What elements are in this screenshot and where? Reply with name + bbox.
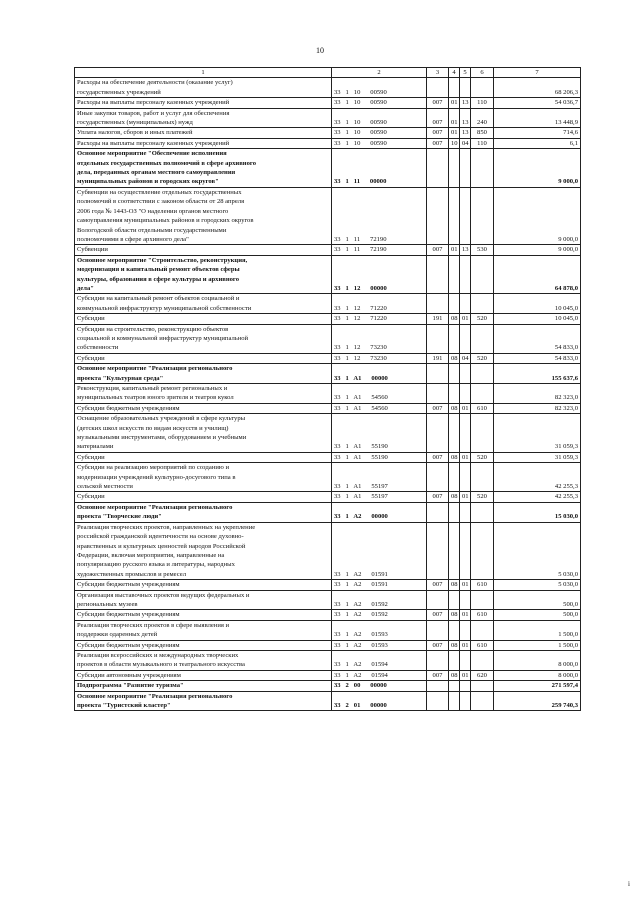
table-row xyxy=(75,138,581,148)
table-row xyxy=(75,650,581,670)
row-grbs: 191 xyxy=(427,314,449,324)
row-section xyxy=(449,78,460,98)
row-grbs: 007 xyxy=(427,610,449,620)
row-subsection xyxy=(460,650,471,670)
row-subsection: 04 xyxy=(460,138,471,148)
row-program-code: 33 1 10 00590 xyxy=(332,98,427,108)
row-amount: 9 000,0 xyxy=(494,149,581,188)
row-subsection xyxy=(460,187,471,244)
row-amount: 8 000,0 xyxy=(494,670,581,680)
row-amount: 8 000,0 xyxy=(494,650,581,670)
table-row xyxy=(75,580,581,590)
row-name: Расходы на выплаты персоналу казенных учреждений xyxy=(75,98,332,108)
row-amount: 82 323,0 xyxy=(494,403,581,413)
page-number: 10 xyxy=(316,46,324,55)
column-header-subsection: 5 xyxy=(460,68,471,78)
row-name: Реализация творческих проектов, направленных на укрепление российской гражданской идентичности на основе духовно- нравственных и культурных ценностей народов Российской Федерации, включая мероприятия, направленные на популяризацию русского языка и литературы, народных художественных промыслов и ремесел xyxy=(75,522,332,579)
row-grbs xyxy=(427,384,449,404)
row-program-code: 33 1 10 00590 xyxy=(332,78,427,98)
row-expense-type xyxy=(471,590,494,610)
row-expense-type: 610 xyxy=(471,580,494,590)
row-subsection: 04 xyxy=(460,353,471,363)
row-grbs xyxy=(427,149,449,188)
row-name: Субсидии автономным учреждениям xyxy=(75,670,332,680)
table-row xyxy=(75,128,581,138)
row-grbs xyxy=(427,78,449,98)
row-section xyxy=(449,590,460,610)
table-row xyxy=(75,255,581,294)
row-subsection xyxy=(460,463,471,492)
row-name: Субсидии xyxy=(75,353,332,363)
row-subsection xyxy=(460,681,471,691)
row-name: Субсидии на строительство, реконструкцию объектов социальной и коммунальной инфраструктур муниципальной собственности xyxy=(75,324,332,353)
row-program-code: 33 1 A2 01591 xyxy=(332,522,427,579)
row-name: Основное мероприятие "Обеспечение исполнения отдельных государственных полномочий в сфере архивного дела, переданных органам местного самоуправления муниципальных районов и городских округов" xyxy=(75,149,332,188)
row-grbs: 007 xyxy=(427,670,449,680)
row-grbs: 007 xyxy=(427,245,449,255)
row-subsection: 01 xyxy=(460,492,471,502)
table-row xyxy=(75,463,581,492)
row-section: 08 xyxy=(449,580,460,590)
row-subsection xyxy=(460,691,471,711)
table-row xyxy=(75,610,581,620)
row-section xyxy=(449,502,460,522)
row-expense-type xyxy=(471,502,494,522)
row-expense-type xyxy=(471,691,494,711)
row-amount: 15 030,0 xyxy=(494,502,581,522)
row-name: Субсидии бюджетным учреждениям xyxy=(75,640,332,650)
table-row xyxy=(75,492,581,502)
row-expense-type: 520 xyxy=(471,353,494,363)
row-name: Субсидии бюджетным учреждениям xyxy=(75,403,332,413)
column-header-code: 2 xyxy=(332,68,427,78)
row-amount: 1 500,0 xyxy=(494,620,581,640)
table-row xyxy=(75,98,581,108)
row-section: 01 xyxy=(449,108,460,128)
row-grbs: 007 xyxy=(427,98,449,108)
row-section: 08 xyxy=(449,314,460,324)
row-program-code: 33 1 12 00000 xyxy=(332,255,427,294)
row-subsection: 01 xyxy=(460,314,471,324)
table-body xyxy=(75,78,581,711)
row-expense-type xyxy=(471,149,494,188)
row-section xyxy=(449,522,460,579)
row-expense-type: 530 xyxy=(471,245,494,255)
row-amount: 42 255,3 xyxy=(494,492,581,502)
row-section xyxy=(449,384,460,404)
row-section xyxy=(449,255,460,294)
row-grbs xyxy=(427,681,449,691)
row-amount: 82 323,0 xyxy=(494,384,581,404)
row-section xyxy=(449,620,460,640)
row-expense-type xyxy=(471,187,494,244)
row-grbs xyxy=(427,522,449,579)
row-subsection: 01 xyxy=(460,670,471,680)
row-name: Субсидии xyxy=(75,314,332,324)
row-name: Уплата налогов, сборов и иных платежей xyxy=(75,128,332,138)
row-amount: 31 059,3 xyxy=(494,452,581,462)
row-section: 01 xyxy=(449,245,460,255)
row-section: 08 xyxy=(449,670,460,680)
row-expense-type: 610 xyxy=(471,610,494,620)
row-section xyxy=(449,324,460,353)
row-program-code: 33 1 11 00000 xyxy=(332,149,427,188)
row-expense-type: 520 xyxy=(471,452,494,462)
row-section: 08 xyxy=(449,353,460,363)
row-program-code: 33 1 A1 55190 xyxy=(332,414,427,453)
column-header-name: 1 xyxy=(75,68,332,78)
row-program-code: 33 1 A2 01594 xyxy=(332,650,427,670)
row-program-code: 33 1 A2 00000 xyxy=(332,502,427,522)
row-program-code: 33 1 A2 01592 xyxy=(332,610,427,620)
row-name: Иные закупки товаров, работ и услуг для обеспечения государственных (муниципальных) нужд xyxy=(75,108,332,128)
row-amount: 271 597,4 xyxy=(494,681,581,691)
table-header-row xyxy=(75,68,581,78)
row-expense-type xyxy=(471,384,494,404)
row-section xyxy=(449,681,460,691)
row-grbs xyxy=(427,324,449,353)
row-section: 08 xyxy=(449,452,460,462)
row-name: Организация выставочных проектов ведущих федеральных и региональных музеев xyxy=(75,590,332,610)
row-section xyxy=(449,650,460,670)
table-row xyxy=(75,353,581,363)
row-expense-type xyxy=(471,620,494,640)
row-program-code: 33 1 A2 01593 xyxy=(332,620,427,640)
table-row xyxy=(75,590,581,610)
row-expense-type xyxy=(471,255,494,294)
row-amount: 259 740,3 xyxy=(494,691,581,711)
table-row xyxy=(75,314,581,324)
row-expense-type: 850 xyxy=(471,128,494,138)
table-row xyxy=(75,522,581,579)
row-section xyxy=(449,414,460,453)
budget-table xyxy=(74,67,581,711)
row-subsection: 13 xyxy=(460,98,471,108)
table-row xyxy=(75,149,581,188)
row-grbs xyxy=(427,463,449,492)
row-grbs xyxy=(427,364,449,384)
row-program-code: 33 1 10 00590 xyxy=(332,138,427,148)
row-subsection xyxy=(460,522,471,579)
row-section: 10 xyxy=(449,138,460,148)
table-row xyxy=(75,670,581,680)
row-grbs xyxy=(427,620,449,640)
row-amount: 9 000,0 xyxy=(494,187,581,244)
row-subsection xyxy=(460,384,471,404)
row-program-code: 33 2 00 00000 xyxy=(332,681,427,691)
table-row xyxy=(75,640,581,650)
row-name: Реконструкция, капитальный ремонт региональных и муниципальных театров юного зрителя и театров кукол xyxy=(75,384,332,404)
row-grbs: 007 xyxy=(427,108,449,128)
row-grbs: 007 xyxy=(427,640,449,650)
row-subsection: 13 xyxy=(460,245,471,255)
row-amount: 68 206,3 xyxy=(494,78,581,98)
row-name: Основное мероприятие "Реализация регионального проекта "Туристский кластер" xyxy=(75,691,332,711)
row-section xyxy=(449,294,460,314)
row-amount: 6,1 xyxy=(494,138,581,148)
row-amount: 714,6 xyxy=(494,128,581,138)
column-header-grbs: 3 xyxy=(427,68,449,78)
row-grbs: 007 xyxy=(427,138,449,148)
row-grbs xyxy=(427,255,449,294)
row-section: 08 xyxy=(449,492,460,502)
table-row xyxy=(75,245,581,255)
row-program-code: 33 1 11 72190 xyxy=(332,245,427,255)
row-grbs xyxy=(427,691,449,711)
row-subsection xyxy=(460,620,471,640)
row-amount: 5 030,0 xyxy=(494,580,581,590)
row-expense-type xyxy=(471,294,494,314)
row-section xyxy=(449,149,460,188)
row-program-code: 33 1 12 73230 xyxy=(332,353,427,363)
row-name: Субсидии xyxy=(75,452,332,462)
row-section xyxy=(449,463,460,492)
row-amount: 54 036,7 xyxy=(494,98,581,108)
row-amount: 155 637,6 xyxy=(494,364,581,384)
row-subsection: 01 xyxy=(460,610,471,620)
row-program-code: 33 1 12 71220 xyxy=(332,294,427,314)
row-grbs: 007 xyxy=(427,492,449,502)
row-grbs xyxy=(427,414,449,453)
row-expense-type xyxy=(471,414,494,453)
row-section: 08 xyxy=(449,403,460,413)
row-program-code: 33 1 A1 55197 xyxy=(332,463,427,492)
table-row xyxy=(75,681,581,691)
table-row xyxy=(75,364,581,384)
row-expense-type: 240 xyxy=(471,108,494,128)
table-row xyxy=(75,187,581,244)
row-name: Подпрограмма "Развитие туризма" xyxy=(75,681,332,691)
row-expense-type: 610 xyxy=(471,640,494,650)
corner-mark: i xyxy=(628,880,630,888)
row-section: 01 xyxy=(449,128,460,138)
row-expense-type xyxy=(471,78,494,98)
row-section: 01 xyxy=(449,98,460,108)
row-amount: 500,0 xyxy=(494,610,581,620)
row-name: Субвенции на осуществление отдельных государственных полномочий в соответствии с законом области от 28 апреля 2006 года № 1443-ОЗ "О наделении органов местного самоуправления муниципальных районов и городских округов Вологодской области отдельными государственными полномочиями в сфере архивного дела" xyxy=(75,187,332,244)
row-name: Субсидии бюджетным учреждениям xyxy=(75,610,332,620)
row-amount: 54 833,0 xyxy=(494,324,581,353)
row-subsection xyxy=(460,414,471,453)
row-expense-type: 110 xyxy=(471,98,494,108)
row-name: Реализация творческих проектов в сфере выявления и поддержки одаренных детей xyxy=(75,620,332,640)
row-program-code: 33 1 A1 00000 xyxy=(332,364,427,384)
row-amount: 64 878,0 xyxy=(494,255,581,294)
row-grbs: 007 xyxy=(427,580,449,590)
row-grbs: 007 xyxy=(427,403,449,413)
row-program-code: 33 1 12 73230 xyxy=(332,324,427,353)
row-name: Основное мероприятие "Реализация регионального проекта "Творческие люди" xyxy=(75,502,332,522)
row-amount: 9 000,0 xyxy=(494,245,581,255)
table-row xyxy=(75,691,581,711)
row-amount: 5 030,0 xyxy=(494,522,581,579)
row-name: Субсидии xyxy=(75,492,332,502)
row-name: Субсидии на реализацию мероприятий по созданию и модернизации учреждений культурно-досугового типа в сельской местности xyxy=(75,463,332,492)
row-program-code: 33 1 A2 01593 xyxy=(332,640,427,650)
row-name: Субсидии бюджетным учреждениям xyxy=(75,580,332,590)
row-amount: 13 448,9 xyxy=(494,108,581,128)
table-row xyxy=(75,620,581,640)
column-header-amount: 7 xyxy=(494,68,581,78)
table-row xyxy=(75,294,581,314)
row-grbs xyxy=(427,590,449,610)
row-subsection xyxy=(460,502,471,522)
row-amount: 10 045,0 xyxy=(494,314,581,324)
table-row xyxy=(75,414,581,453)
row-subsection xyxy=(460,149,471,188)
row-subsection: 01 xyxy=(460,452,471,462)
row-grbs: 007 xyxy=(427,128,449,138)
row-grbs xyxy=(427,294,449,314)
row-expense-type: 110 xyxy=(471,138,494,148)
table-row xyxy=(75,324,581,353)
row-amount: 42 255,3 xyxy=(494,463,581,492)
row-program-code: 33 1 11 72190 xyxy=(332,187,427,244)
row-amount: 54 833,0 xyxy=(494,353,581,363)
row-expense-type xyxy=(471,463,494,492)
row-grbs: 191 xyxy=(427,353,449,363)
row-subsection: 13 xyxy=(460,108,471,128)
row-subsection: 01 xyxy=(460,403,471,413)
row-subsection: 13 xyxy=(460,128,471,138)
table-row xyxy=(75,452,581,462)
row-name: Реализация всероссийских и международных творческих проектов в области музыкального и театрального искусства xyxy=(75,650,332,670)
row-program-code: 33 1 A2 01591 xyxy=(332,580,427,590)
row-expense-type: 620 xyxy=(471,670,494,680)
row-name: Субсидии на капитальный ремонт объектов социальной и коммунальной инфраструктур муниципальной собственности xyxy=(75,294,332,314)
row-expense-type: 520 xyxy=(471,314,494,324)
row-subsection xyxy=(460,255,471,294)
row-program-code: 33 1 10 00590 xyxy=(332,128,427,138)
row-name: Основное мероприятие "Строительство, реконструкция, модернизация и капитальный ремонт объектов сферы культуры, образования в сфере культуры и архивного дела" xyxy=(75,255,332,294)
row-program-code: 33 1 A2 01594 xyxy=(332,670,427,680)
row-subsection xyxy=(460,324,471,353)
row-expense-type xyxy=(471,364,494,384)
row-program-code: 33 1 A2 01592 xyxy=(332,590,427,610)
row-expense-type: 610 xyxy=(471,403,494,413)
table-row xyxy=(75,78,581,98)
row-name: Оснащение образовательных учреждений в сфере культуры (детских школ искусств по видам искусств и училищ) музыкальными инструментами, оборудованием и учебными материалами xyxy=(75,414,332,453)
row-section xyxy=(449,187,460,244)
row-grbs xyxy=(427,502,449,522)
row-expense-type: 520 xyxy=(471,492,494,502)
row-amount: 31 059,3 xyxy=(494,414,581,453)
row-subsection: 01 xyxy=(460,640,471,650)
row-name: Расходы на выплаты персоналу казенных учреждений xyxy=(75,138,332,148)
table-row xyxy=(75,384,581,404)
row-grbs xyxy=(427,650,449,670)
row-program-code: 33 1 10 00590 xyxy=(332,108,427,128)
row-subsection xyxy=(460,78,471,98)
row-subsection: 01 xyxy=(460,580,471,590)
row-subsection xyxy=(460,364,471,384)
row-subsection xyxy=(460,294,471,314)
row-program-code: 33 1 A1 55197 xyxy=(332,492,427,502)
table-row xyxy=(75,403,581,413)
row-subsection xyxy=(460,590,471,610)
row-name: Расходы на обеспечение деятельности (оказание услуг) государственных учреждений xyxy=(75,78,332,98)
row-expense-type xyxy=(471,681,494,691)
row-expense-type xyxy=(471,522,494,579)
row-section xyxy=(449,691,460,711)
row-grbs xyxy=(427,187,449,244)
row-expense-type xyxy=(471,650,494,670)
row-amount: 10 045,0 xyxy=(494,294,581,314)
table-row xyxy=(75,502,581,522)
row-program-code: 33 1 A1 55190 xyxy=(332,452,427,462)
row-expense-type xyxy=(471,324,494,353)
row-name: Основное мероприятие "Реализация регионального проекта "Культурная среда" xyxy=(75,364,332,384)
row-amount: 500,0 xyxy=(494,590,581,610)
row-grbs: 007 xyxy=(427,452,449,462)
row-name: Субвенции xyxy=(75,245,332,255)
row-section: 08 xyxy=(449,610,460,620)
row-program-code: 33 2 01 00000 xyxy=(332,691,427,711)
column-header-section: 4 xyxy=(449,68,460,78)
row-program-code: 33 1 A1 54560 xyxy=(332,384,427,404)
row-program-code: 33 1 12 71220 xyxy=(332,314,427,324)
row-section: 08 xyxy=(449,640,460,650)
row-amount: 1 500,0 xyxy=(494,640,581,650)
column-header-expense-type: 6 xyxy=(471,68,494,78)
table-row xyxy=(75,108,581,128)
row-section xyxy=(449,364,460,384)
row-program-code: 33 1 A1 54560 xyxy=(332,403,427,413)
